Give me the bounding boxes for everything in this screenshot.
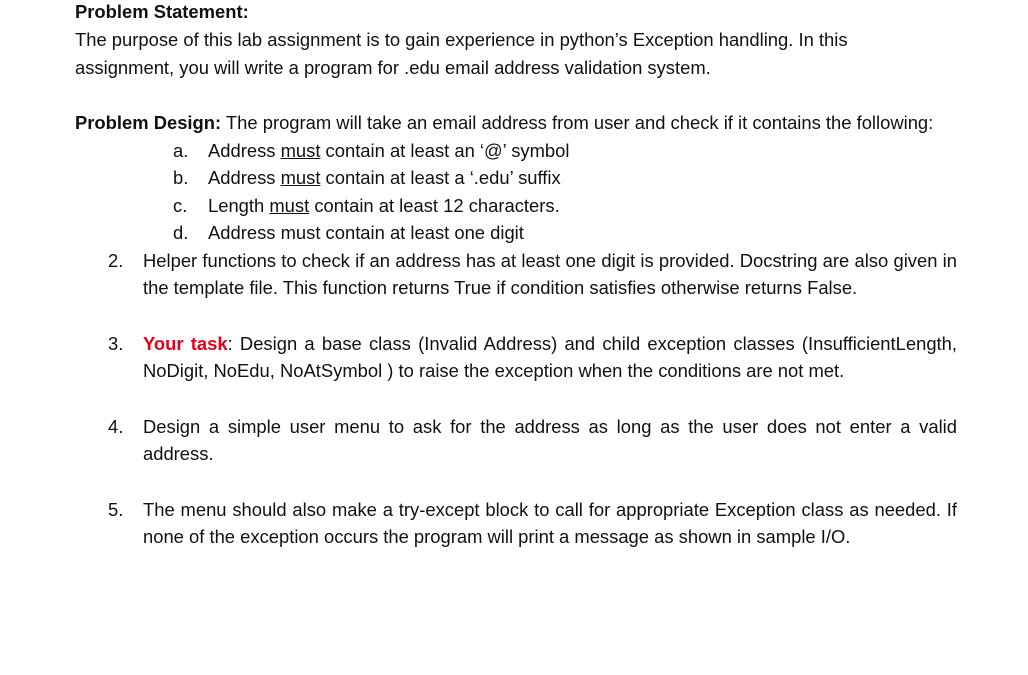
sublist-letter: b. [173,167,189,188]
numbered-label: 5. [108,498,124,520]
numbered-item-5 [75,496,957,551]
problem-statement-line-1: The purpose of this lab assignment is to gain experience in python’s Exception handling. In this [75,29,848,50]
problem-design-label: Problem Design: [75,112,222,133]
numbered-item-3 [75,330,957,385]
sublist-text: Address must contain at least one digit [208,222,524,243]
sublist-text-pre: Length [208,194,270,216]
sublist-letter: d. [173,222,189,243]
sublist-item-b [173,164,957,192]
numbered-item-4 [75,413,957,468]
your-task-highlight: Your task [143,332,228,354]
sublist-text-post: contain at least an ‘@’ symbol [320,139,570,161]
numbered-label: 4. [108,415,124,437]
problem-design-text: The program will take an email address from user and check if it contains the following: [221,112,934,133]
numbered-text: Helper functions to check if an address has at least one digit is provided. Docstring are also given in the template file. This function returns True if condition satisfies otherwise returns False. [143,249,957,298]
sublist-item-c [173,192,957,220]
document-body [75,0,957,551]
problem-design-paragraph [75,109,957,137]
numbered-text: Design a simple user menu to ask for the address as long as the user does not enter a valid address. [143,415,957,464]
sublist-item-a [173,137,957,165]
numbered-text: : Design a base class (Invalid Address) and child exception classes (InsufficientLength, NoDigit, NoEdu, NoAtSymbol ) to raise the exception when the conditions are not met. [143,332,957,381]
sublist-item-d [173,219,957,247]
sublist-text-post: contain at least a ‘.edu’ suffix [320,167,561,188]
sublist-letter: c. [173,194,188,216]
numbered-label: 3. [108,332,124,354]
sublist-text-pre: Address [208,167,281,188]
sublist-text-pre: Address [208,139,281,161]
numbered-item-2 [75,247,957,302]
sublist-text-underlined: must [269,194,310,216]
requirements-sublist [173,137,957,247]
sublist-text-underlined: must [280,139,321,161]
problem-statement-heading: Problem Statement: [75,1,249,22]
sublist-letter: a. [173,139,189,161]
numbered-label: 2. [108,249,124,271]
numbered-text: The menu should also make a try-except block to call for appropriate Exception class as needed. If none of the exception occurs the program will print a message as shown in sample I/O. [143,498,957,547]
problem-statement-line-2: assignment, you will write a program for .edu email address validation system. [75,56,711,78]
sublist-text-underlined: must [280,167,321,188]
sublist-text-post: contain at least 12 characters. [309,194,560,216]
